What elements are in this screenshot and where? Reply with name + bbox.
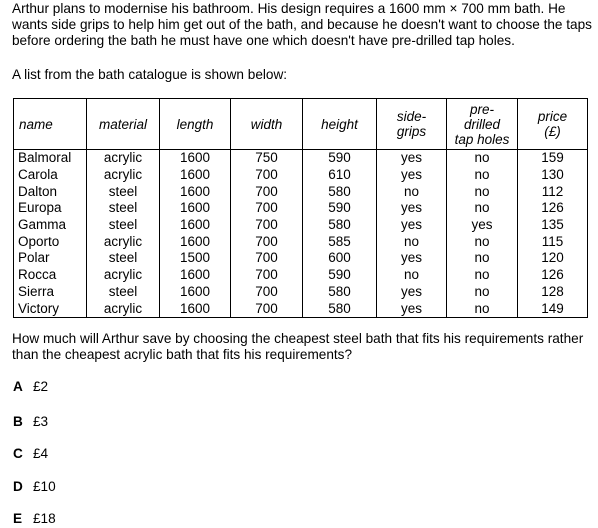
cell-material: steel	[87, 183, 160, 200]
table-body	[14, 150, 588, 318]
table-row	[14, 150, 588, 167]
table-header-row	[14, 99, 588, 150]
cell-price: 126	[518, 200, 588, 217]
cell-side-grips: yes	[377, 167, 447, 184]
cell-length: 1600	[160, 217, 231, 234]
table-row	[14, 200, 588, 217]
bath-catalogue-table	[13, 98, 588, 318]
table-row	[14, 267, 588, 284]
table-row	[14, 217, 588, 234]
option-b[interactable]	[13, 413, 48, 431]
cell-width: 700	[231, 267, 303, 284]
cell-predrilled: no	[447, 200, 518, 217]
table-row	[14, 183, 588, 200]
header-predrilled-line2: drilled	[463, 116, 501, 132]
cell-name: Carola	[14, 167, 87, 184]
header-side-grips-line1: side-	[396, 109, 427, 124]
cell-width: 750	[231, 150, 303, 167]
option-text: £18	[33, 511, 56, 526]
cell-material: acrylic	[87, 300, 160, 317]
cell-length: 1600	[160, 200, 231, 217]
header-predrilled	[447, 99, 518, 150]
cell-side-grips: yes	[377, 284, 447, 301]
option-letter: B	[13, 414, 23, 429]
cell-material: steel	[87, 200, 160, 217]
table-row	[14, 284, 588, 301]
cell-side-grips: no	[377, 267, 447, 284]
option-text: £3	[33, 414, 49, 429]
cell-name: Balmoral	[14, 150, 87, 167]
cell-predrilled: no	[447, 300, 518, 317]
cell-price: 120	[518, 250, 588, 267]
header-name: name	[14, 99, 87, 150]
cell-width: 700	[231, 284, 303, 301]
cell-name: Rocca	[14, 267, 87, 284]
cell-height: 590	[303, 150, 377, 167]
cell-material: acrylic	[87, 233, 160, 250]
cell-price: 159	[518, 150, 588, 167]
cell-name: Sierra	[14, 284, 87, 301]
header-price-line2: (£)	[544, 124, 561, 139]
cell-material: steel	[87, 284, 160, 301]
cell-price: 128	[518, 284, 588, 301]
cell-side-grips: yes	[377, 250, 447, 267]
cell-side-grips: yes	[377, 300, 447, 317]
cell-height: 580	[303, 300, 377, 317]
cell-name: Dalton	[14, 183, 87, 200]
option-a[interactable]	[13, 378, 48, 396]
cell-height: 580	[303, 217, 377, 234]
cell-width: 700	[231, 200, 303, 217]
option-text: £2	[33, 379, 49, 394]
option-d[interactable]	[13, 478, 56, 496]
table-row	[14, 233, 588, 250]
cell-width: 700	[231, 250, 303, 267]
header-predrilled-line1: pre-	[469, 101, 494, 117]
cell-material: acrylic	[87, 167, 160, 184]
cell-name: Europa	[14, 200, 87, 217]
cell-side-grips: no	[377, 183, 447, 200]
option-text: £10	[33, 479, 56, 494]
cell-price: 112	[518, 183, 588, 200]
table-lead-text: A list from the bath catalogue is shown below:	[12, 67, 288, 82]
cell-price: 149	[518, 300, 588, 317]
header-length: length	[160, 99, 231, 150]
header-side-grips-line2: grips	[396, 124, 427, 139]
cell-material: steel	[87, 217, 160, 234]
cell-height: 580	[303, 284, 377, 301]
header-price-line1: price	[537, 109, 568, 124]
cell-name: Victory	[14, 300, 87, 317]
cell-predrilled: no	[447, 167, 518, 184]
cell-material: acrylic	[87, 150, 160, 167]
cell-side-grips: yes	[377, 217, 447, 234]
option-c[interactable]	[13, 445, 48, 463]
cell-side-grips: no	[377, 233, 447, 250]
option-letter: C	[13, 446, 23, 461]
table-row	[14, 250, 588, 267]
header-height: height	[303, 99, 377, 150]
cell-width: 700	[231, 300, 303, 317]
cell-height: 585	[303, 233, 377, 250]
cell-height: 590	[303, 200, 377, 217]
cell-length: 1600	[160, 150, 231, 167]
cell-material: steel	[87, 250, 160, 267]
cell-predrilled: no	[447, 250, 518, 267]
header-predrilled-line3: tap holes	[454, 131, 510, 147]
option-letter: D	[13, 479, 23, 494]
cell-length: 1600	[160, 233, 231, 250]
table-row	[14, 167, 588, 184]
header-material: material	[87, 99, 160, 150]
cell-length: 1600	[160, 167, 231, 184]
header-side-grips	[377, 99, 447, 150]
cell-material: acrylic	[87, 267, 160, 284]
cell-predrilled: no	[447, 284, 518, 301]
cell-length: 1500	[160, 250, 231, 267]
cell-height: 610	[303, 167, 377, 184]
header-width: width	[231, 99, 303, 150]
header-price	[518, 99, 588, 150]
cell-name: Gamma	[14, 217, 87, 234]
cell-height: 590	[303, 267, 377, 284]
cell-price: 130	[518, 167, 588, 184]
intro-paragraph: Arthur plans to modernise his bathroom. His design requires a 1600 mm × 700 mm bath. He wants side grips to help him get out of the bath, and because he doesn't want to choose the taps before ordering the bath he must have one which doesn't have pre-drilled tap holes.	[12, 1, 592, 48]
cell-side-grips: yes	[377, 200, 447, 217]
cell-price: 135	[518, 217, 588, 234]
cell-predrilled: yes	[447, 217, 518, 234]
option-e[interactable]	[13, 510, 56, 528]
option-letter: E	[13, 511, 23, 526]
question-text: How much will Arthur save by choosing the cheapest steel bath that fits his requirements rather than the cheapest acrylic bath that fits his requirements?	[12, 331, 584, 362]
option-text: £4	[33, 446, 49, 461]
cell-predrilled: no	[447, 267, 518, 284]
cell-width: 700	[231, 233, 303, 250]
cell-name: Oporto	[14, 233, 87, 250]
cell-side-grips: yes	[377, 150, 447, 167]
cell-length: 1600	[160, 284, 231, 301]
cell-name: Polar	[14, 250, 87, 267]
cell-length: 1600	[160, 183, 231, 200]
cell-width: 700	[231, 183, 303, 200]
table-row	[14, 300, 588, 317]
cell-price: 115	[518, 233, 588, 250]
cell-width: 700	[231, 217, 303, 234]
cell-price: 126	[518, 267, 588, 284]
cell-height: 600	[303, 250, 377, 267]
cell-predrilled: no	[447, 183, 518, 200]
option-letter: A	[13, 379, 23, 394]
cell-length: 1600	[160, 300, 231, 317]
cell-predrilled: no	[447, 233, 518, 250]
cell-height: 580	[303, 183, 377, 200]
cell-length: 1600	[160, 267, 231, 284]
cell-predrilled: no	[447, 150, 518, 167]
cell-width: 700	[231, 167, 303, 184]
